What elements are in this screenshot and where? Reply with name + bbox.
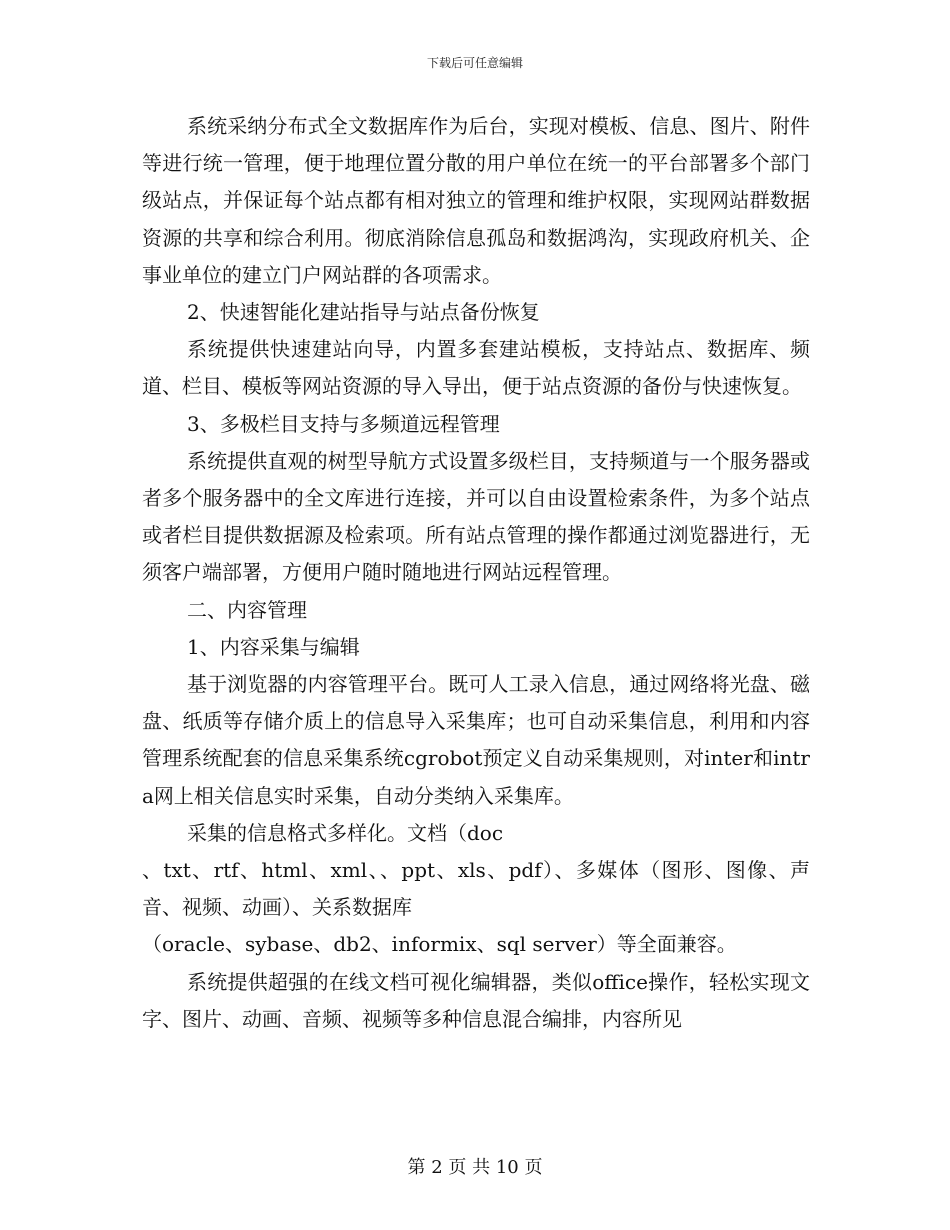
document-body <box>142 108 810 1038</box>
section-heading: 1、内容采集与编辑 <box>187 634 360 659</box>
paragraph: 系统提供超强的在线文档可视化编辑器，类似office操作，轻松实现文字、图片、动画、音频、视频等多种信息混合编排，内容所见 <box>142 969 810 1031</box>
paragraph: 系统提供直观的树型导航方式设置多级栏目，支持频道与一个服务器或者多个服务器中的全文库进行连接，并可以自由设置检索条件，为多个站点或者栏目提供数据源及检索项。所有站点管理的操作都通过浏览器进行，无须客户端部署，方便用户随时随地进行网站远程管理。 <box>142 448 810 585</box>
section-heading: 3、多极栏目支持与多频道远程管理 <box>187 411 500 436</box>
paragraph: （oracle、sybase、db2、informix、sql server）等全面兼容。 <box>142 932 737 957</box>
page-header: 下载后可任意编辑 <box>426 56 523 70</box>
section-heading: 2、快速智能化建站指导与站点备份恢复 <box>187 300 540 325</box>
page-footer: 第 2 页 共 10 页 <box>407 1157 543 1178</box>
paragraph: 系统采纳分布式全文数据库作为后台，实现对模板、信息、图片、附件等进行统一管理，便于地理位置分散的用户单位在统一的平台部署多个部门级站点，并保证每个站点都有相对独立的管理和维护权限，实现网站群数据资源的共享和综合利用。彻底消除信息孤岛和数据鸿沟，实现政府机关、企事业单位的建立门户网站群的各项需求。 <box>142 114 810 287</box>
paragraph: 基于浏览器的内容管理平台。既可人工录入信息，通过网络将光盘、磁盘、纸质等存储介质上的信息导入采集库；也可自动采集信息，利用和内容管理系统配套的信息采集系统cgrobot预定义自动采集规则，对inter和intra网上相关信息实时采集，自动分类纳入采集库。 <box>142 672 810 808</box>
paragraph: 系统提供快速建站向导，内置多套建站模板，支持站点、数据库、频道、栏目、模板等网站资源的导入导出，便于站点资源的备份与快速恢复。 <box>142 337 810 399</box>
paragraph: 采集的信息格式多样化。文档（doc <box>187 820 504 845</box>
chapter-heading: 二、内容管理 <box>187 597 307 622</box>
paragraph: 、txt、rtf、html、xml、、ppt、xls、pdf）、多媒体（图形、图像、声音、视频、动画）、关系数据库 <box>142 858 810 920</box>
